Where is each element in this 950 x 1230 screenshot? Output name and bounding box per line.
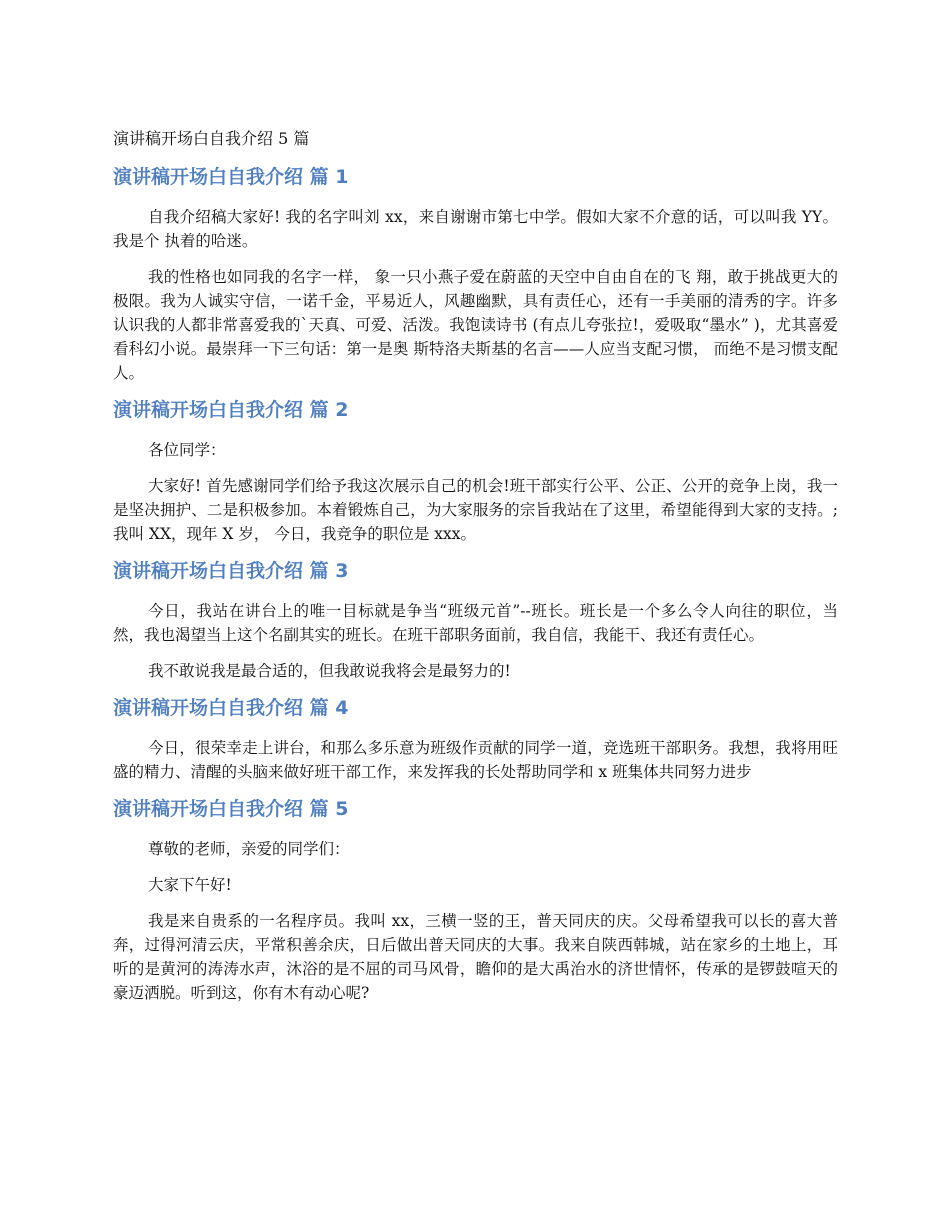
section-3 [113,558,838,683]
paragraph: 我是来自贵系的一名程序员。我叫 xx，三横一竖的王，普天同庆的庆。父母希望我可以长的喜大普奔，过得河清云庆，平常积善余庆，日后做出普天同庆的大事。我来自陕西韩城，站在家乡的土地上，耳听的是黄河的涛涛水声，沐浴的是不屈的司马风骨，瞻仰的是大禹治水的济世情怀，传承的是锣鼓喧天的豪迈洒脱。听到这，你有木有动心呢? [113,912,838,1002]
paragraph: 各位同学： [148,441,226,459]
paragraph: 我的性格也如同我的名字一样， 象一只小燕子爱在蔚蓝的天空中自由自在的飞 翔，敢于挑战更大的极限。我为人诚实守信，一诺千金，平易近人，风趣幽默，具有责任心，还有一手美丽的清秀的字。许多认识我的人都非常喜爱我的`天真、可爱、活泼。我饱读诗书 (有点儿夸张拉!，爱吸取“墨水” )，尤其喜爱看科幻小说。最崇拜一下三句话：第一是奥 斯特洛夫斯基的名言——人应当支配习惯， 而绝不是习惯支配人。 [113,268,838,382]
section-5 [113,796,838,1005]
paragraph: 今日，很荣幸走上讲台，和那么多乐意为班级作贡献的同学一道，竞选班干部职务。我想，我将用旺盛的精力、清醒的头脑来做好班干部工作，来发挥我的长处帮助同学和 x 班集体共同努力进步 [113,739,838,781]
paragraph: 大家下午好! [148,876,232,894]
section-heading: 演讲稿开场白自我介绍 篇 3 [113,560,349,582]
paragraph: 今日，我站在讲台上的唯一目标就是争当“班级元首”--班长。班长是一个多么令人向往的职位，当然，我也渴望当上这个名副其实的班长。在班干部职务面前，我自信，我能干、我还有责任心。 [113,602,838,644]
paragraph: 尊敬的老师，亲爱的同学们： [148,840,350,858]
section-2 [113,397,838,546]
document-page [113,127,838,1017]
paragraph: 我不敢说我是最合适的，但我敢说我将会是最努力的! [148,662,511,680]
document-title: 演讲稿开场白自我介绍 5 篇 [113,129,310,148]
section-1 [113,164,838,385]
paragraph: 自我介绍稿大家好! 我的名字叫刘 xx，来自谢谢市第七中学。假如大家不介意的话，可以叫我 YY。我是个 执着的哈迷。 [113,208,838,250]
section-heading: 演讲稿开场白自我介绍 篇 5 [113,798,349,820]
section-4 [113,695,838,784]
section-heading: 演讲稿开场白自我介绍 篇 4 [113,697,349,719]
paragraph: 大家好! 首先感谢同学们给予我这次展示自己的机会!班干部实行公平、公正、公开的竞争上岗，我一是坚决拥护、二是积极参加。本着锻炼自己，为大家服务的宗旨我站在了这里，希望能得到大家的支持。; 我叫 XX，现年 X 岁， 今日，我竞争的职位是 xxx。 [113,477,838,543]
section-heading: 演讲稿开场白自我介绍 篇 2 [113,399,349,421]
section-heading: 演讲稿开场白自我介绍 篇 1 [113,166,349,188]
